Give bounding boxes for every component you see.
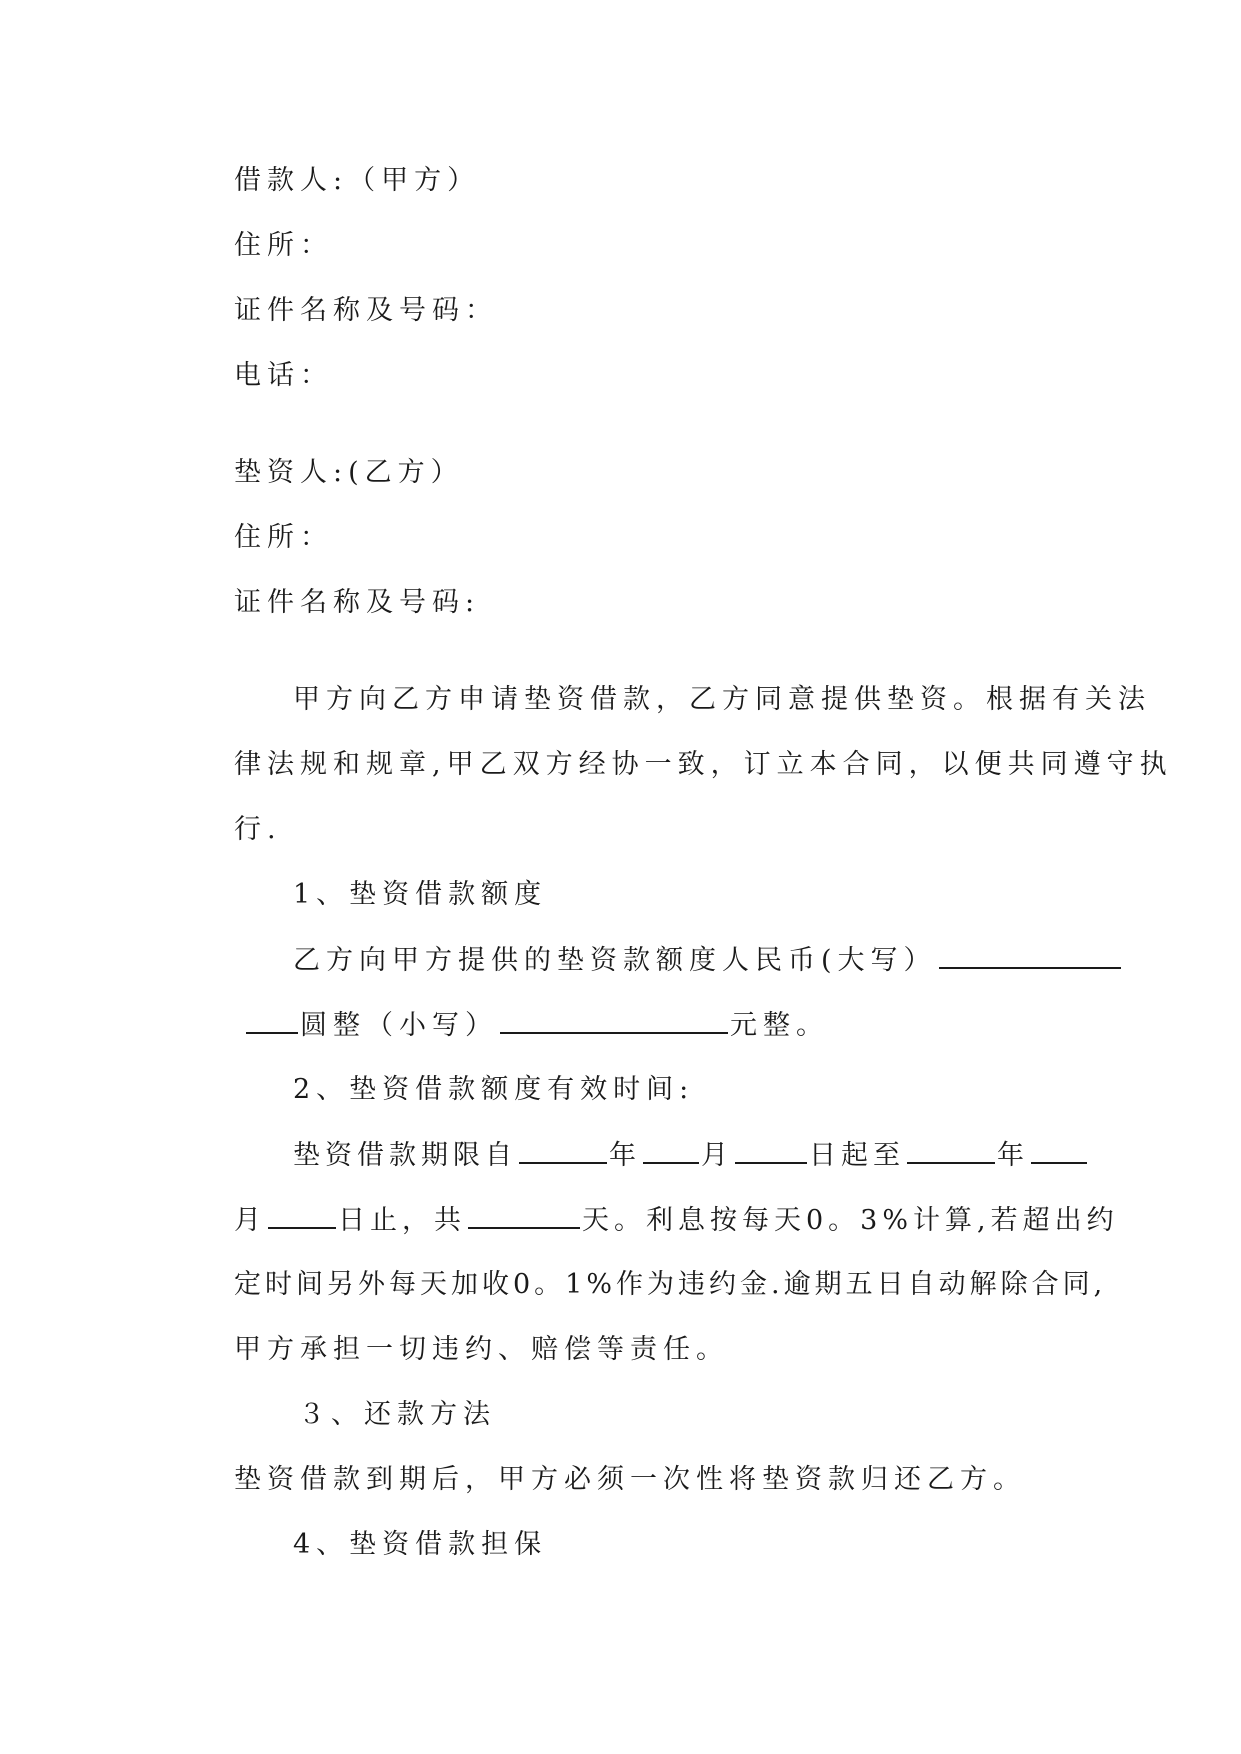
section-2-line-3: 定时间另外每天加收0。1%作为违约金.逾期五日自动解除合同, xyxy=(234,1269,1107,1300)
borrower-phone-label: 电话： xyxy=(234,360,333,391)
end-month-blank[interactable] xyxy=(1031,1138,1087,1164)
financier-id-label: 证件名称及号码: xyxy=(234,587,481,618)
section-1-heading: 1、垫资借款额度 xyxy=(293,879,548,910)
borrower-label: 借款人:（甲方） xyxy=(234,165,481,196)
borrower-id-label: 证件名称及号码： xyxy=(234,295,498,326)
financier-address-label: 住所： xyxy=(234,522,333,553)
section-1-text-b: 圆整（小写） xyxy=(300,1010,498,1041)
section-1-text-c: 元整。 xyxy=(730,1010,829,1041)
amount-figures-blank[interactable] xyxy=(500,1008,728,1034)
end-day-text: 日止，共 xyxy=(338,1205,466,1236)
section-2-line-1 xyxy=(293,1138,1089,1173)
total-days-blank[interactable] xyxy=(468,1203,580,1229)
start-year-blank[interactable] xyxy=(519,1138,607,1164)
section-2-line-2 xyxy=(234,1203,1119,1238)
term-from-text: 垫资借款期限自 xyxy=(293,1140,517,1171)
interest-text: 天。利息按每天0。3%计算,若超出约 xyxy=(582,1205,1119,1236)
section-1-line-1 xyxy=(293,943,1123,978)
section-3-heading: ３、还款方法 xyxy=(298,1399,496,1430)
year-text: 年 xyxy=(609,1140,641,1171)
start-day-blank[interactable] xyxy=(735,1138,807,1164)
financier-label: 垫资人:(乙方） xyxy=(234,457,464,488)
section-2-line-4: 甲方承担一切违约、赔偿等责任。 xyxy=(234,1334,729,1365)
borrower-address-label: 住所： xyxy=(234,230,333,261)
amount-words-blank[interactable] xyxy=(939,943,1121,969)
end-year-text: 年 xyxy=(997,1140,1029,1171)
section-3-text: 垫资借款到期后，甲方必须一次性将垫资款归还乙方。 xyxy=(234,1464,1026,1495)
section-4-heading: 4、垫资借款担保 xyxy=(293,1529,548,1560)
amount-words-blank-continued[interactable] xyxy=(246,1008,298,1034)
end-day-blank[interactable] xyxy=(268,1203,336,1229)
preamble-line-2: 律法规和规章,甲乙双方经协一致，订立本合同，以便共同遵守执 xyxy=(234,749,1173,780)
until-text: 日起至 xyxy=(809,1140,905,1171)
start-month-blank[interactable] xyxy=(643,1138,699,1164)
section-2-heading: 2、垫资借款额度有效时间: xyxy=(293,1074,695,1105)
end-month-text: 月 xyxy=(234,1205,266,1236)
section-1-text-a: 乙方向甲方提供的垫资款额度人民币(大写） xyxy=(293,945,937,976)
section-1-line-2 xyxy=(244,1008,829,1043)
end-year-blank[interactable] xyxy=(907,1138,995,1164)
preamble-line-1: 甲方向乙方申请垫资借款，乙方同意提供垫资。根据有关法 xyxy=(293,684,1151,715)
preamble-line-3: 行. xyxy=(234,814,282,845)
month-text: 月 xyxy=(701,1140,733,1171)
